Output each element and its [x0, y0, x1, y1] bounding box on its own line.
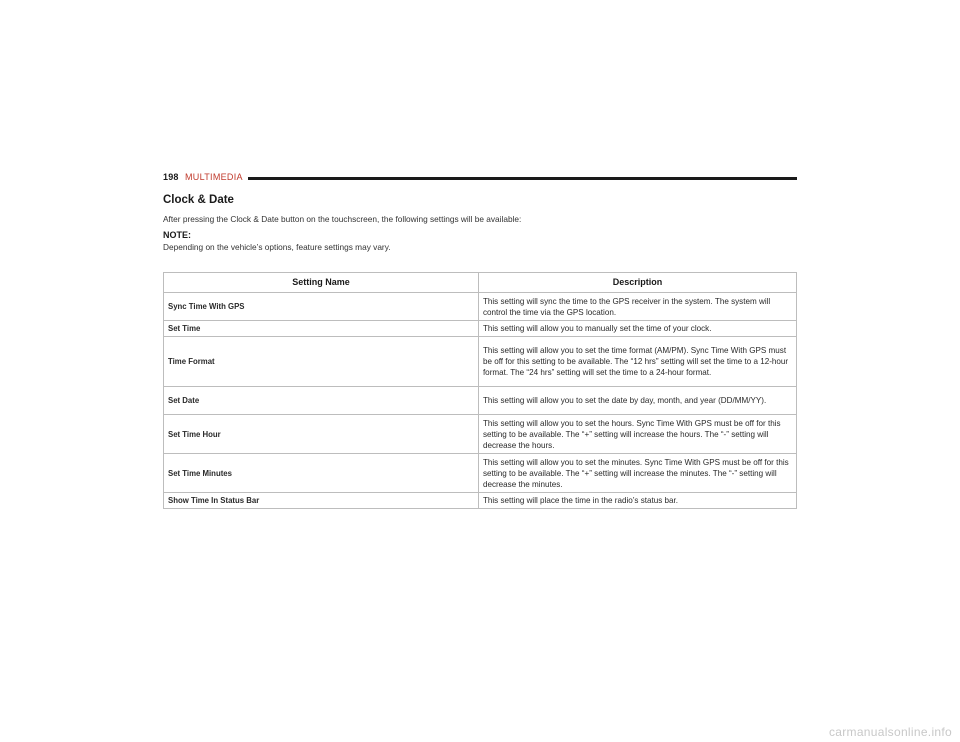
- intro-text: After pressing the Clock & Date button on the touchscreen, the following settings will be available:: [163, 214, 522, 224]
- section-name: MULTIMEDIA: [185, 172, 243, 182]
- table-header-row: [164, 273, 797, 293]
- setting-name-cell: Time Format: [164, 337, 479, 387]
- setting-name-cell: Set Time Minutes: [164, 454, 479, 493]
- table-row: [164, 387, 797, 415]
- setting-name-cell: Show Time In Status Bar: [164, 493, 479, 509]
- note-label: NOTE:: [163, 230, 191, 240]
- watermark: carmanualsonline.info: [828, 725, 952, 739]
- page-number: 198: [163, 172, 179, 182]
- setting-name-cell: Set Time Hour: [164, 415, 479, 454]
- header-rule: [248, 177, 797, 180]
- page-header: [163, 172, 797, 186]
- setting-description-cell: This setting will allow you to set the time format (AM/PM). Sync Time With GPS must be off for this setting to be available. The “12 hrs” setting will set the time to a 12-hour format. The “24 hrs” setting will set the time to a 24-hour format.: [478, 337, 796, 387]
- note-text: Depending on the vehicle’s options, feature settings may vary.: [163, 242, 391, 252]
- setting-description-cell: This setting will allow you to manually set the time of your clock.: [478, 321, 796, 337]
- column-header-setting-name: Setting Name: [164, 273, 479, 293]
- table-row: [164, 337, 797, 387]
- setting-description-cell: This setting will allow you to set the date by day, month, and year (DD/MM/YY).: [478, 387, 796, 415]
- setting-name-cell: Sync Time With GPS: [164, 293, 479, 321]
- column-header-description: Description: [478, 273, 796, 293]
- table-row: [164, 493, 797, 509]
- settings-table: [163, 272, 797, 509]
- setting-description-cell: This setting will sync the time to the GPS receiver in the system. The system will control the time via the GPS location.: [478, 293, 796, 321]
- table-row: [164, 293, 797, 321]
- setting-name-cell: Set Date: [164, 387, 479, 415]
- setting-name-cell: Set Time: [164, 321, 479, 337]
- table-row: [164, 321, 797, 337]
- page-title: Clock & Date: [163, 194, 234, 206]
- setting-description-cell: This setting will allow you to set the minutes. Sync Time With GPS must be off for this setting to be available. The “+” setting will increase the minutes. The “-” setting will decrease the minutes.: [478, 454, 796, 493]
- table-row: [164, 454, 797, 493]
- setting-description-cell: This setting will allow you to set the hours. Sync Time With GPS must be off for this setting to be available. The “+” setting will increase the hours. The “-” setting will decrease the hours.: [478, 415, 796, 454]
- table-row: [164, 415, 797, 454]
- setting-description-cell: This setting will place the time in the radio’s status bar.: [478, 493, 796, 509]
